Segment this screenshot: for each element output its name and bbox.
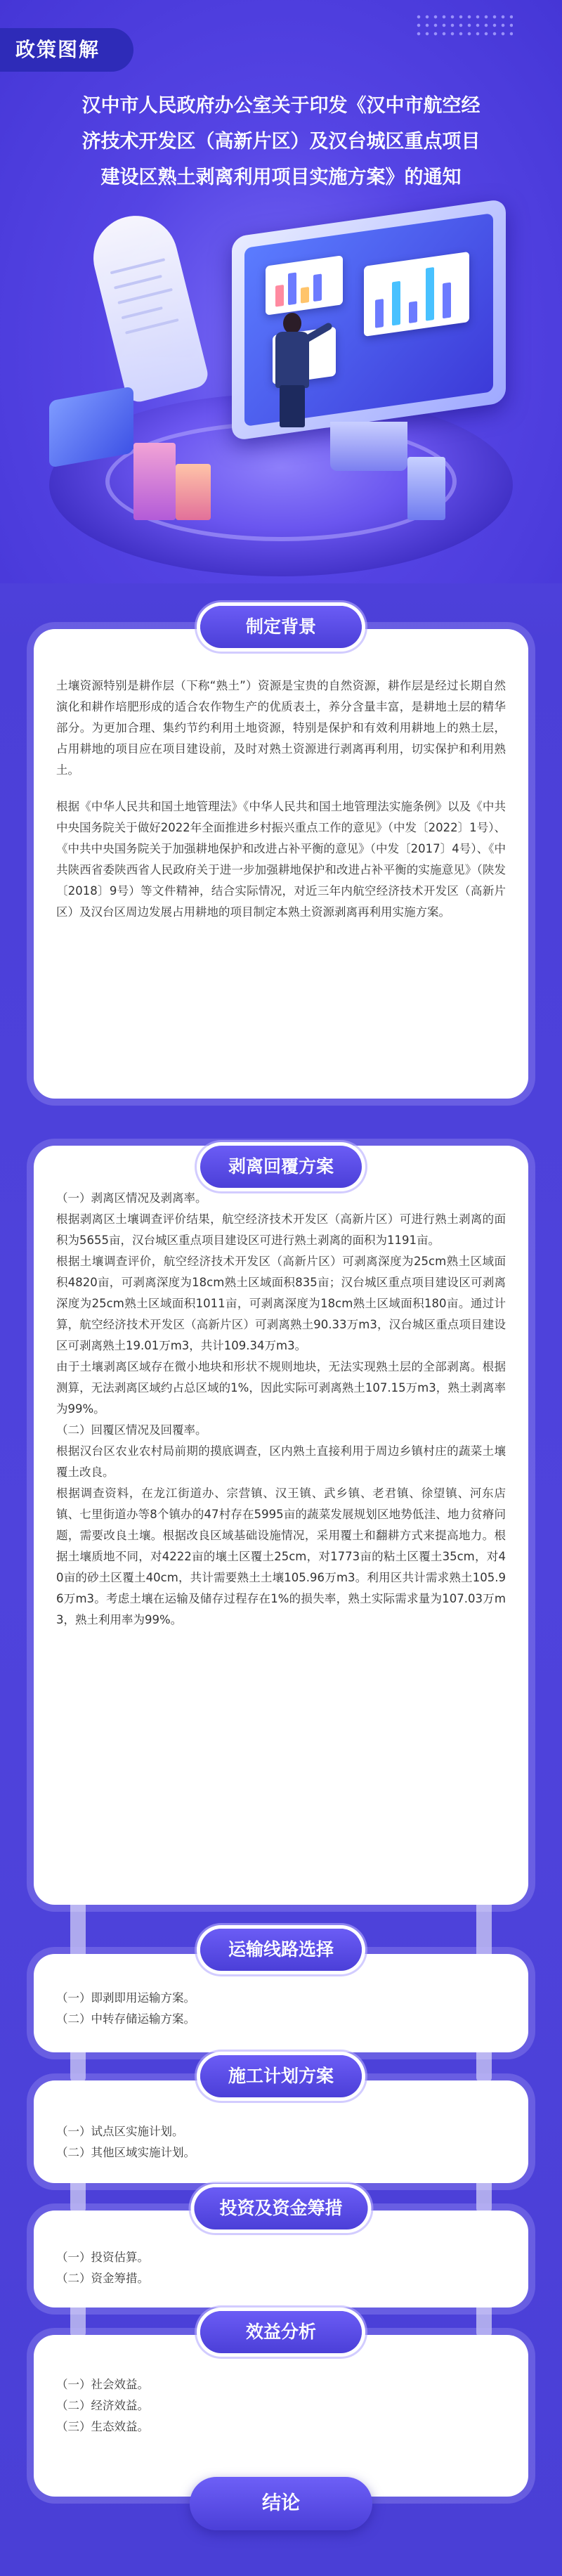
plan-line: （二）回覆区情况及回覆率。 (56, 1423, 207, 1437)
transport-item: （一）即剥即用运输方案。 (56, 1991, 195, 2005)
plan-line: 根据调查资料，在龙江街道办、宗营镇、汉王镇、武乡镇、老君镇、徐望镇、河东店镇、七里街道办等8个镇办的47村存在5995亩的蔬菜发展规划区地势低洼、地力贫瘠问题，需要改良土壤。根据改良区域基础设施情况，采用覆土和翻耕方式来提高地力。根据土壤质地不同，对4222亩的壤土区覆土25cm，对1773亩的粘土区覆土35cm，对40亩的砂土区覆土40cm，共计需要熟土土壤105.96万m3。利用区共计需求熟土105.96万m3。考虑土壤在运输及储存过程存在1%的损失率，熟土实际需求量为107.03万m3，熟土利用率为99%。 (56, 1487, 506, 1626)
monitor-stand-illustration (330, 422, 407, 471)
background-paragraph: 根据《中华人民共和国土地管理法》《中华人民共和国土地管理法实施条例》以及《中共中央国务院关于做好2022年全面推进乡村振兴重点工作的意见》（中发〔2022〕1号）、《中共中央国务院关于加强耕地保护和改进占补平衡的意见》（中发〔2017〕4号）、《中共陕西省委陕西省人民政府关于进一步加强耕地保护和改进占补平衡的实施意见》（陕发〔2018〕9号）等文件精神，结合实际情况，对近三年内航空经济技术开发区（高新片区）及汉台区周边发展占用耕地的项目制定本熟土资源剥离再利用实施方案。 (56, 800, 506, 919)
benefit-item: （一）社会效益。 (56, 2378, 149, 2391)
hero-banner (0, 0, 562, 583)
construction-item: （一）试点区实施计划。 (56, 2125, 184, 2138)
plan-line: （一）剥离区情况及剥离率。 (56, 1191, 207, 1205)
section-title-funding: 投资及资金筹措 (194, 2187, 367, 2229)
conclusion-button[interactable]: 结论 (190, 2477, 372, 2530)
person-illustration (283, 313, 301, 334)
benefit-item: （三）生态效益。 (56, 2420, 149, 2433)
policy-tag: 政策图解 (0, 28, 133, 72)
section-title-plan: 剥离回覆方案 (200, 1146, 362, 1188)
background-content (34, 629, 528, 923)
title-line: 建设区熟土剥离利用项目实施方案》的通知 (100, 167, 462, 188)
construction-item: （二）其他区域实施计划。 (56, 2146, 195, 2159)
document-scroll-illustration (84, 207, 210, 404)
connector-decoration (476, 2302, 492, 2337)
transport-item: （二）中转存储运输方案。 (56, 2012, 195, 2026)
person-legs-illustration (280, 385, 305, 427)
cube-decoration (176, 464, 211, 520)
section-title-transport: 运输线路选择 (200, 1929, 362, 1971)
plan-line: 由于土壤剥离区域存在微小地块和形状不规则地块，无法实现熟土层的全部剥离。根据测算，无法剥离区域约占总区域的1%，因此实际可剥离熟土107.15万m3，熟土剥离率为99%。 (56, 1360, 506, 1416)
funding-item: （二）资金筹措。 (56, 2272, 149, 2285)
section-title-benefit: 效益分析 (200, 2311, 362, 2353)
connector-decoration (70, 2177, 86, 2213)
section-title-construction: 施工计划方案 (200, 2055, 362, 2097)
plan-line: 根据汉台区农业农村局前期的摸底调查，区内熟土直接利用于周边乡镇村庄的蔬菜土壤覆土改良。 (56, 1444, 506, 1479)
title-line: 济技术开发区（高新片区）及汉台城区重点项目 (81, 131, 481, 153)
dot-pattern-decoration (414, 13, 513, 37)
plan-content (34, 1146, 528, 1631)
benefit-item: （二）经济效益。 (56, 2399, 149, 2412)
page-title (42, 88, 520, 195)
section-title-background: 制定背景 (200, 606, 362, 648)
connector-decoration (476, 1898, 492, 1961)
connector-decoration (70, 2302, 86, 2337)
background-card (34, 629, 528, 1099)
plan-card (34, 1146, 528, 1905)
benefit-card (34, 2335, 528, 2497)
title-line: 汉中市人民政府办公室关于印发《汉中市航空经 (81, 95, 481, 117)
plan-line: 根据土壤调查评价，航空经济技术开发区（高新片区）可剥离深度为25cm熟土区域面积4820亩，可剥离深度为18cm熟土区域面积835亩；汉台城区重点项目建设区可剥离深度为25cm熟土区域面积1011亩，可剥离深度为18cm熟土区域面积180亩。通过计算，航空经济技术开发区（高新片区）可剥离熟土90.33万m3，汉台城区重点项目建设区可剥离熟土19.01万m3，共计109.34万m3。 (56, 1255, 506, 1352)
plan-line: 根据剥离区土壤调查评价结果，航空经济技术开发区（高新片区）可进行熟土剥离的面积为5655亩，汉台城区重点项目建设区可进行熟土剥离的面积为1191亩。 (56, 1212, 506, 1247)
connector-decoration (476, 2177, 492, 2213)
person-body-illustration (275, 332, 309, 388)
background-paragraph: 土壤资源特别是耕作层（下称“熟土”）资源是宝贵的自然资源，耕作层是经过长期自然演化和耕作培肥形成的适合农作物生产的优质表土，养分含量丰富，是耕地土层的精华部分。为更加合理、集约节约利用土地资源，特别是保护和有效利用耕地上的熟土层，占用耕地的项目应在项目建设前，及时对熟土资源进行剥离再利用，切实保护和利用熟土。 (56, 679, 506, 777)
funding-item: （一）投资估算。 (56, 2251, 149, 2264)
cube-decoration (407, 457, 445, 520)
monitor-illustration (232, 199, 506, 441)
connector-decoration (476, 2047, 492, 2082)
connector-decoration (70, 1898, 86, 1961)
connector-decoration (70, 2047, 86, 2082)
cube-decoration (133, 443, 176, 520)
